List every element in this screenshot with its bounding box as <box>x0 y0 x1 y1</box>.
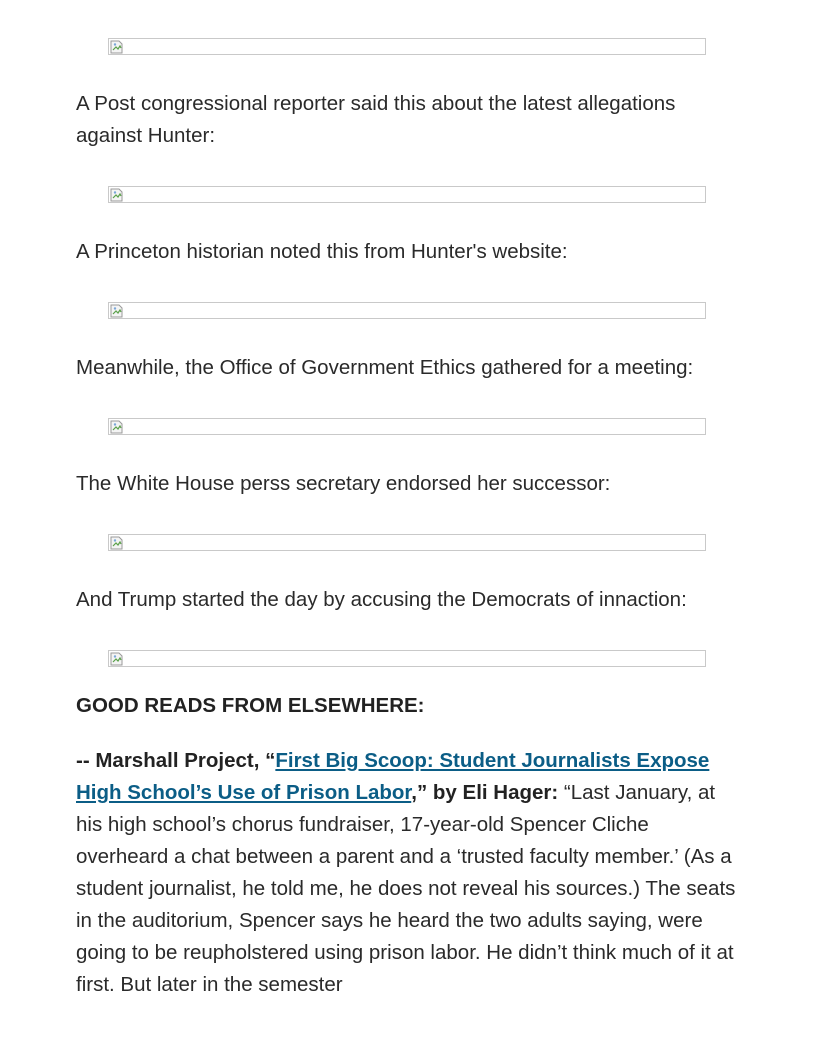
tweet-caption: The White House perss secretary endorsed her successor: <box>76 472 611 495</box>
embedded-tweet-image[interactable] <box>108 302 706 319</box>
embedded-tweet-image[interactable] <box>108 38 706 55</box>
good-read-paragraph <box>76 745 744 1001</box>
tweet-caption: A Post congressional reporter said this about the latest allegations against Hunter: <box>76 92 676 147</box>
embedded-tweet-image[interactable] <box>108 186 706 203</box>
broken-image-icon <box>110 536 124 550</box>
embedded-tweet-image[interactable] <box>108 418 706 435</box>
good-read-source: -- Marshall Project, “ <box>76 749 276 772</box>
broken-image-icon <box>110 40 124 54</box>
good-read-byline: ,” by Eli Hager: <box>411 781 559 804</box>
good-read-link[interactable]: First Big Scoop: Student Journalists Expose High School’s Use of Prison Labor <box>76 749 710 804</box>
broken-image-icon <box>110 188 124 202</box>
tweet-caption: A Princeton historian noted this from Hunter's website: <box>76 240 568 263</box>
embedded-tweet-image[interactable] <box>108 534 706 551</box>
tweet-caption: And Trump started the day by accusing the Democrats of innaction: <box>76 588 687 611</box>
broken-image-icon <box>110 652 124 666</box>
tweet-caption: Meanwhile, the Office of Government Ethics gathered for a meeting: <box>76 356 694 379</box>
broken-image-icon <box>110 304 124 318</box>
broken-image-icon <box>110 420 124 434</box>
section-heading: GOOD READS FROM ELSEWHERE: <box>76 694 425 717</box>
embedded-tweet-image[interactable] <box>108 650 706 667</box>
good-read-excerpt: “Last January, at his high school’s chorus fundraiser, 17-year-old Spencer Cliche overheard a chat between a parent and a ‘trusted faculty member.’ (As a student journalist, he told me, he does not reveal his sources.) The seats in the auditorium, Spencer says he heard the two adults saying, were going to be reupholstered using prison labor. He didn’t think much of it at first. But later in the semester <box>76 781 736 996</box>
